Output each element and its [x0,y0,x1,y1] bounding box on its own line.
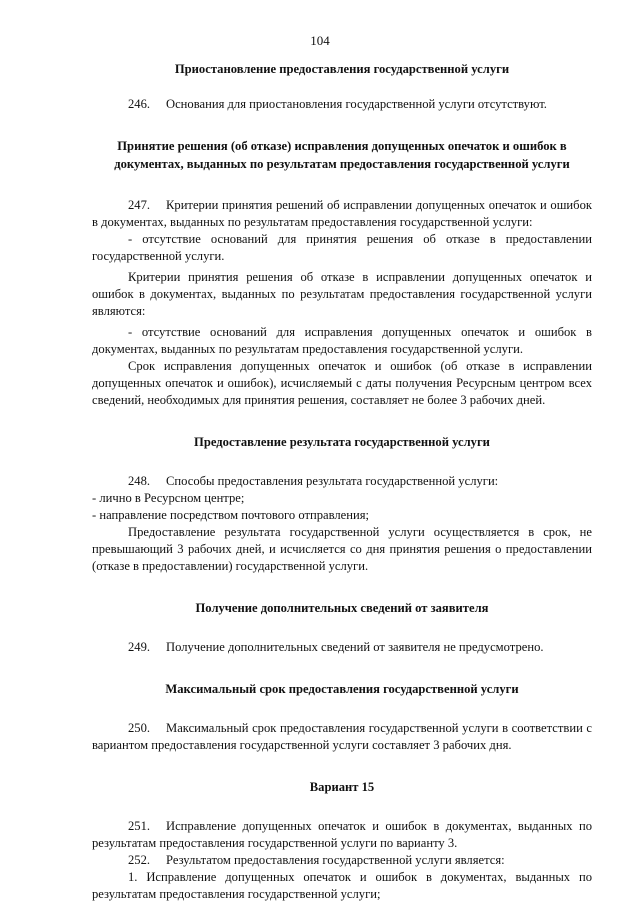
result-item-1: 1. Исправление допущенных опечаток и ошибок в документах, выданных по результатам предоставления государственной услуги; [92,870,592,901]
section-heading-max-term: Максимальный срок предоставления государственной услуги [165,682,519,696]
document-body [92,60,592,903]
section-heading-variant-15: Вариант 15 [309,780,375,794]
refusal-criteria-item: - отсутствие оснований для исправления допущенных опечаток и ошибок в документах, выданных по результатам предоставления государственной услуги. [92,325,592,356]
paragraph-number: 248. [128,474,151,488]
paragraph-text: Исправление допущенных опечаток и ошибок в документах, выданных по результатам предоставления государственной услуги по варианту 3. [92,819,592,850]
paragraph-249 [92,639,592,656]
paragraph-247 [92,197,592,231]
result-term: Предоставление результата государственной услуги осуществляется в срок, не превышающий 3 рабочих дней, и исчисляется со дня принятия решения о предоставлении (отказе в предоставлении) государственной услуги. [92,525,592,573]
paragraph-text: Способы предоставления результата государственной услуги: [166,474,499,488]
paragraph-number: 252. [128,853,151,867]
section-heading-additional-info: Получение дополнительных сведений от заявителя [195,601,489,615]
refusal-criteria: Критерии принятия решения об отказе в исправлении допущенных опечаток и ошибок в документах, выданных по результатам предоставления государственной услуги являются: [92,270,592,318]
paragraph-text: Основания для приостановления государственной услуги отсутствуют. [166,97,547,111]
paragraph-number: 247. [128,198,151,212]
paragraph-text: Результатом предоставления государственной услуги является: [166,853,505,867]
correction-term: Срок исправления допущенных опечаток и ошибок (об отказе в исправлении допущенных опечаток и ошибок), исчисляемый с даты получения Ресурсным центром всех сведений, необходимых для принятия решения, составляет не более 3 рабочих дней. [92,359,592,407]
method-item-in-person: - лично в Ресурсном центре; [92,491,245,505]
page-number: 104 [310,33,330,48]
paragraph-text: Максимальный срок предоставления государственной услуги в соответствии с вариантом предоставления государственной услуги составляет 3 рабочих дня. [92,721,592,752]
paragraph-number: 251. [128,819,151,833]
paragraph-246 [92,96,592,113]
paragraph-number: 250. [128,721,151,735]
section-heading-suspension: Приостановление предоставления государственной услуги [174,62,510,76]
paragraph-text: Получение дополнительных сведений от заявителя не предусмотрено. [166,640,544,654]
section-heading-result: Предоставление результата государственной услуги [194,435,490,449]
paragraph-248 [92,473,592,490]
paragraph-number: 249. [128,640,151,654]
paragraph-252 [92,852,592,869]
paragraph-number: 246. [128,97,151,111]
paragraph-251 [92,818,592,852]
paragraph-text: Критерии принятия решений об исправлении допущенных опечаток и ошибок в документах, выданных по результатам предоставления государственной услуги: [92,198,592,229]
method-item-mail: - направление посредством почтового отправления; [92,508,370,522]
criteria-item: - отсутствие оснований для принятия решения об отказе в предоставлении государственной услуги. [92,232,592,263]
section-heading-corrections-line1: Принятие решения (об отказе) исправления допущенных опечаток и ошибок в [117,139,567,153]
paragraph-250 [92,720,592,754]
section-heading-corrections-line2: документах, выданных по результатам предоставления государственной услуги [114,157,570,171]
